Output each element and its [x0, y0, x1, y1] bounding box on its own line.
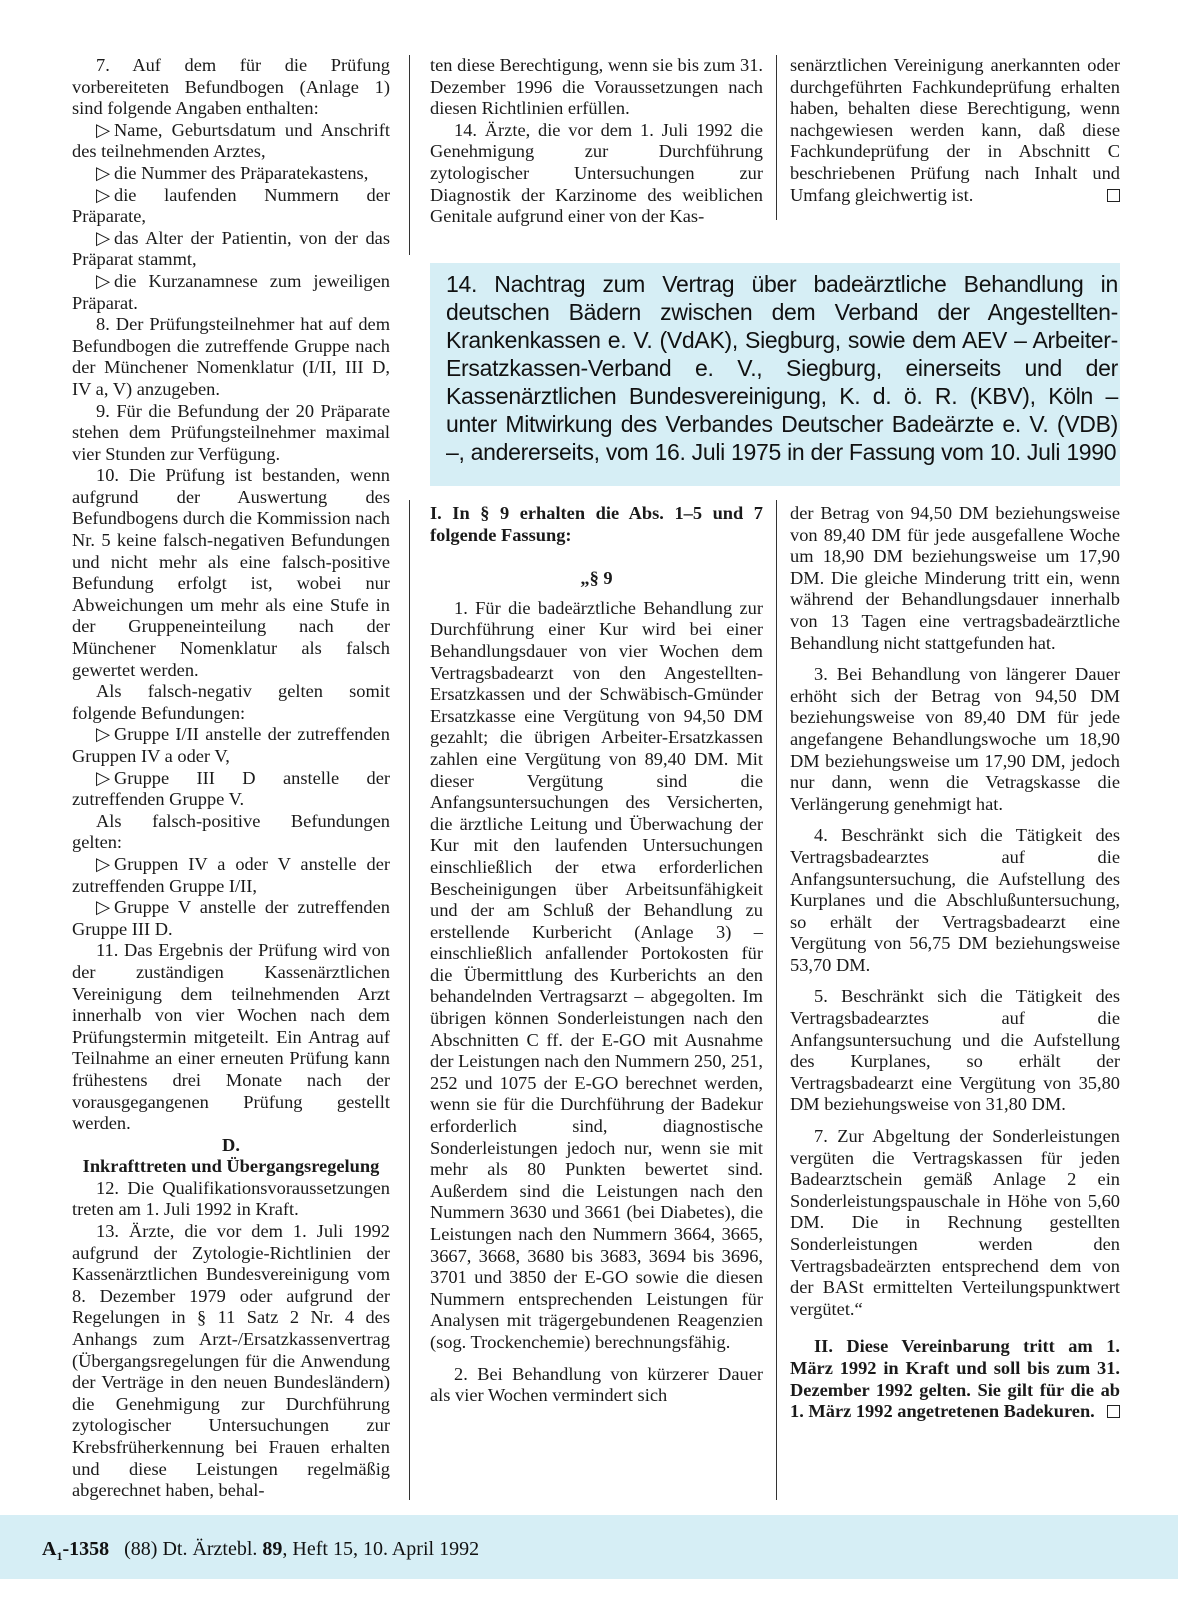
triangle-bullet-icon: ▷ [96, 162, 111, 183]
column-1 [72, 55, 390, 1502]
section-9-para-7: 7. Zur Abgeltung der Sonderleistungen vergüten die Vertragskassen für jeden Badearztschein gemäß Anlage 2 ein Sonderleistungspauschale in Höhe von 5,60 DM. Die in Rechnung gestellten Sonderleistungen werden den Vertragsbadeärzten entsprechend dem von der BASt ermittelten Verteilungspunktwert vergütet.“ [790, 1126, 1120, 1319]
paragraph-heading: „§ 9 [580, 568, 613, 589]
amendment-intro: I. In § 9 erhalten die Abs. 1–5 und 7 folgende Fassung: [430, 503, 763, 545]
bullet-item: ▷ die Nummer des Präparatekastens, [96, 162, 369, 183]
section-9-para-2: 2. Bei Behandlung von kürzerer Dauer als vier Wochen vermindert sich [430, 1363, 763, 1406]
section-9-para-2-continued: der Betrag von 94,50 DM beziehungsweise von 89,40 DM für jede ausgefallene Woche um 18,90 DM beziehungsweise um 17,90 DM. Die gleiche Minderung tritt ein, wenn während der Behandlungsdauer innerhalb von 13 Tagen eine vertragsbadeärztliche Behandlung nicht stattgefunden hat. [790, 503, 1120, 653]
triangle-bullet-icon: ▷ [96, 270, 111, 291]
column-2-bottom [430, 503, 763, 1407]
paragraph-9: 9. Für die Befundung der 20 Präparate stehen dem Prüfungsteilnehmer maximal vier Stunden zur Verfügung. [72, 400, 390, 464]
paragraph-13: 13. Ärzte, die vor dem 1. Juli 1992 aufgrund der Zytologie-Richtlinien der Kassenärztlichen Bundesvereinigung vom 8. Dezember 1979 oder aufgrund der Regelungen in § 11 Satz 2 Nr. 4 des Anhangs zum Arzt-/Ersatzkassenvertrag (Übergangsregelungen für die Anwendung der Verträge in den neuen Bundesländern) die Genehmigung zur Durchführung zytologischer Untersuchungen zur Krebsfrüherkennung bei Frauen erhalten und diese Leistungen regelmäßig abgerechnet haben, behal- [72, 1221, 390, 1501]
paragraph-continued: senärztlichen Vereinigung anerkannten oder durchgeführten Fachkundeprüfung erhalten haben, behalten diese Berechtigung, wenn nachgewiesen werden kann, daß diese Fachkundeprüfung der in Abschnitt C beschriebenen Prüfung nach Inhalt und Umfang gleichwertig ist. [790, 55, 1120, 205]
section-9-para-3: 3. Bei Behandlung von längerer Dauer erhöht sich der Betrag von 94,50 DM beziehungsweise von 89,40 DM für jede angefangene Behandlungswoche um 18,90 DM beziehungsweise um 17,90 DM, jedoch nur dann, wenn die Vetragskasse die Verlängerung genehmigt hat. [790, 664, 1120, 814]
column-divider [409, 500, 410, 1500]
triangle-bullet-icon: ▷ [96, 767, 111, 788]
page-footer [42, 1538, 479, 1564]
triangle-bullet-icon: ▷ [96, 119, 111, 140]
column-2-top [430, 55, 763, 228]
triangle-bullet-icon: ▷ [96, 184, 111, 205]
end-box-icon [1107, 1405, 1120, 1418]
false-negative-intro: Als falsch-negativ gelten somit folgende Befundungen: [72, 681, 390, 723]
section-letter: D. [222, 1134, 240, 1155]
paragraph-7: 7. Auf dem für die Prüfung vorbereiteten Befundbogen (Anlage 1) sind folgende Angaben enthalten: [72, 55, 390, 119]
paragraph-continued: ten diese Berechtigung, wenn sie bis zum 31. Dezember 1996 die Voraussetzungen nach diesen Richtlinien erfüllen. [430, 55, 763, 119]
column-divider [776, 500, 777, 1500]
bullet-item: ▷ die Kurzanamnese zum jeweiligen Präparat. [72, 270, 390, 313]
paragraph-10: 10. Die Prüfung ist bestanden, wenn aufgrund der Auswertung des Befundbogens durch die Kommission nach Nr. 5 keine falsch-negativen Befundungen und nicht mehr als eine falsch-positive Befundung erfolgt ist, wobei nur Abweichungen um mehr als eine Stufe in der Gruppeneinteilung nach der Münchener Nomenklatur als falsch gewertet werden. [72, 465, 390, 680]
paragraph-11: 11. Das Ergebnis der Prüfung wird von der zuständigen Kassenärztlichen Vereinigung dem teilnehmenden Arzt innerhalb von vier Wochen nach dem Prüfungstermin mitgeteilt. Ein Antrag auf Teilnahme an einer erneuten Prüfung kann frühestens drei Monate nach der vorausgegangenen Prüfung gestellt werden. [72, 940, 390, 1134]
journal-citation: (88) Dt. Ärztebl. 89, Heft 15, 10. April 1992 [124, 1538, 480, 1560]
bullet-item: ▷ das Alter der Patientin, von der das Präparat stammt, [72, 227, 390, 270]
paragraph-12: 12. Die Qualifikationsvoraussetzungen treten am 1. Juli 1992 in Kraft. [72, 1177, 390, 1220]
column-3-bottom [790, 503, 1120, 1423]
section-title: Inkrafttreten und Übergangsregelung [82, 1156, 380, 1177]
triangle-bullet-icon: ▷ [96, 227, 111, 248]
section-9-para-4: 4. Beschränkt sich die Tätigkeit des Vertragsbadearztes auf die Anfangsuntersuchung, die Aufstellung des Kurplanes und die Abschlußuntersuchung, so erhält der Vertragsbadearzt eine Vergütung von 56,75 DM beziehungsweise 53,70 DM. [790, 825, 1120, 975]
column-divider [409, 55, 410, 255]
paragraph-8: 8. Der Prüfungsteilnehmer hat auf dem Befundbogen die zutreffende Gruppe nach der Münchener Nomenklatur (I/II, III D, IV a, V) anzugeben. [72, 314, 390, 399]
page-number: $A_1-1358$ [42, 1538, 110, 1563]
bullet-item: ▷ Gruppe V anstelle der zutreffenden Gruppe III D. [72, 897, 390, 939]
triangle-bullet-icon: ▷ [96, 724, 111, 745]
article-headline: 14. Nachtrag zum Vertrag über badeärztliche Behandlung in deutschen Bädern zwischen dem Verband der Angestellten-Krankenkassen e. V. (VdAK), Siegburg, sowie dem AEV – Arbeiter-Ersatzkassen-Verband e. V., Siegburg, einerseits und der Kassenärztlichen Bundesvereinigung, K. d. ö. R. (KBV), Köln – unter Mitwirkung des Verbandes Deutscher Badeärzte e. V. (VDB) –, andererseits, vom 16. Juli 1975 in der Fassung vom 10. Juli 1990 [446, 271, 1118, 465]
bullet-item: ▷ Gruppe I/II anstelle der zutreffenden Gruppen IV a oder V, [72, 724, 390, 766]
effective-date-clause: II. Diese Vereinbarung tritt am 1. März 1992 in Kraft und soll bis zum 31. Dezember 1992 gelten. Sie gilt für die ab 1. März 1992 angetretenen Badekuren. [790, 1336, 1120, 1422]
bullet-item: ▷ Gruppen IV a oder V anstelle der zutreffenden Gruppe I/II, [72, 853, 390, 896]
bullet-item: ▷ die laufenden Nummern der Präparate, [72, 184, 390, 227]
triangle-bullet-icon: ▷ [96, 897, 111, 918]
triangle-bullet-icon: ▷ [96, 853, 111, 874]
bullet-item: ▷ Name, Geburtsdatum und Anschrift des teilnehmenden Arztes, [72, 119, 390, 162]
false-positive-intro: Als falsch-positive Befundungen gelten: [72, 810, 390, 853]
section-9-para-1: 1. Für die badeärztliche Behandlung zur Durchführung einer Kur wird bei einer Behandlungsdauer von vier Wochen dem Vertragsbadearzt von den Angestellten-Ersatzkassen und der Schwäbisch-Gmünder Ersatzkasse eine Vergütung von 94,50 DM gezahlt; die übrigen Arbeiter-Ersatzkassen zahlen eine Vergütung von 89,40 DM. Mit dieser Vergütung sind die Anfangsuntersuchungen des Versicherten, die ärztliche Leitung und Überwachung der Kur mit den laufenden Untersuchungen einschließlich der etwa erforderlichen Bescheinigungen über Arbeitsunfähigkeit und der am Schluß der Behandlung zu erstellende Kurbericht (Anlage 3) – einschließlich anfallender Portokosten für die Übermittlung des Kurberichts an den behandelnden Vertragsarzt – abgegolten. Im übrigen können Sonderleistungen nach den Abschnitten C ff. der E-GO mit Ausnahme der Leistungen nach den Nummern 250, 251, 252 und 1075 der E-GO berechnet werden, wenn sie für die Durchführung der Badekur erforderlich sind, diagnostische Sonderleistungen jedoch nur, wenn sie mit mehr als 80 Punkten bewertet sind. Außerdem sind die Leistungen nach den Nummern 3630 und 3661 (bei Diabetes), die Leistungen nach den Nummern 3664, 3665, 3667, 3668, 3680 bis 3683, 3694 bis 3696, 3701 und 3850 der E-GO sowie die diesen Nummern entsprechenden Leistungen für Analysen mit trägergebundenen Reagenzien (sog. Trockenchemie) berechnungsfähig. [430, 597, 763, 1352]
bullet-item: ▷ Gruppe III D anstelle der zutreffenden Gruppe V. [72, 767, 390, 810]
column-divider [776, 55, 777, 220]
paragraph-14: 14. Ärzte, die vor dem 1. Juli 1992 die Genehmigung zur Durchführung zytologischer Untersuchungen zur Diagnostik der Karzinome des weiblichen Genitale aufgrund einer von der Kas- [430, 119, 763, 227]
section-9-para-5: 5. Beschränkt sich die Tätigkeit des Vertragsbadearztes auf die Anfangsuntersuchung und die Aufstellung des Kurplanes, so erhält der Vertragsbadearzt eine Vergütung von 35,80 DM beziehungsweise von 31,80 DM. [790, 986, 1120, 1115]
column-3-top [790, 55, 1120, 206]
end-box-icon [1107, 189, 1120, 202]
